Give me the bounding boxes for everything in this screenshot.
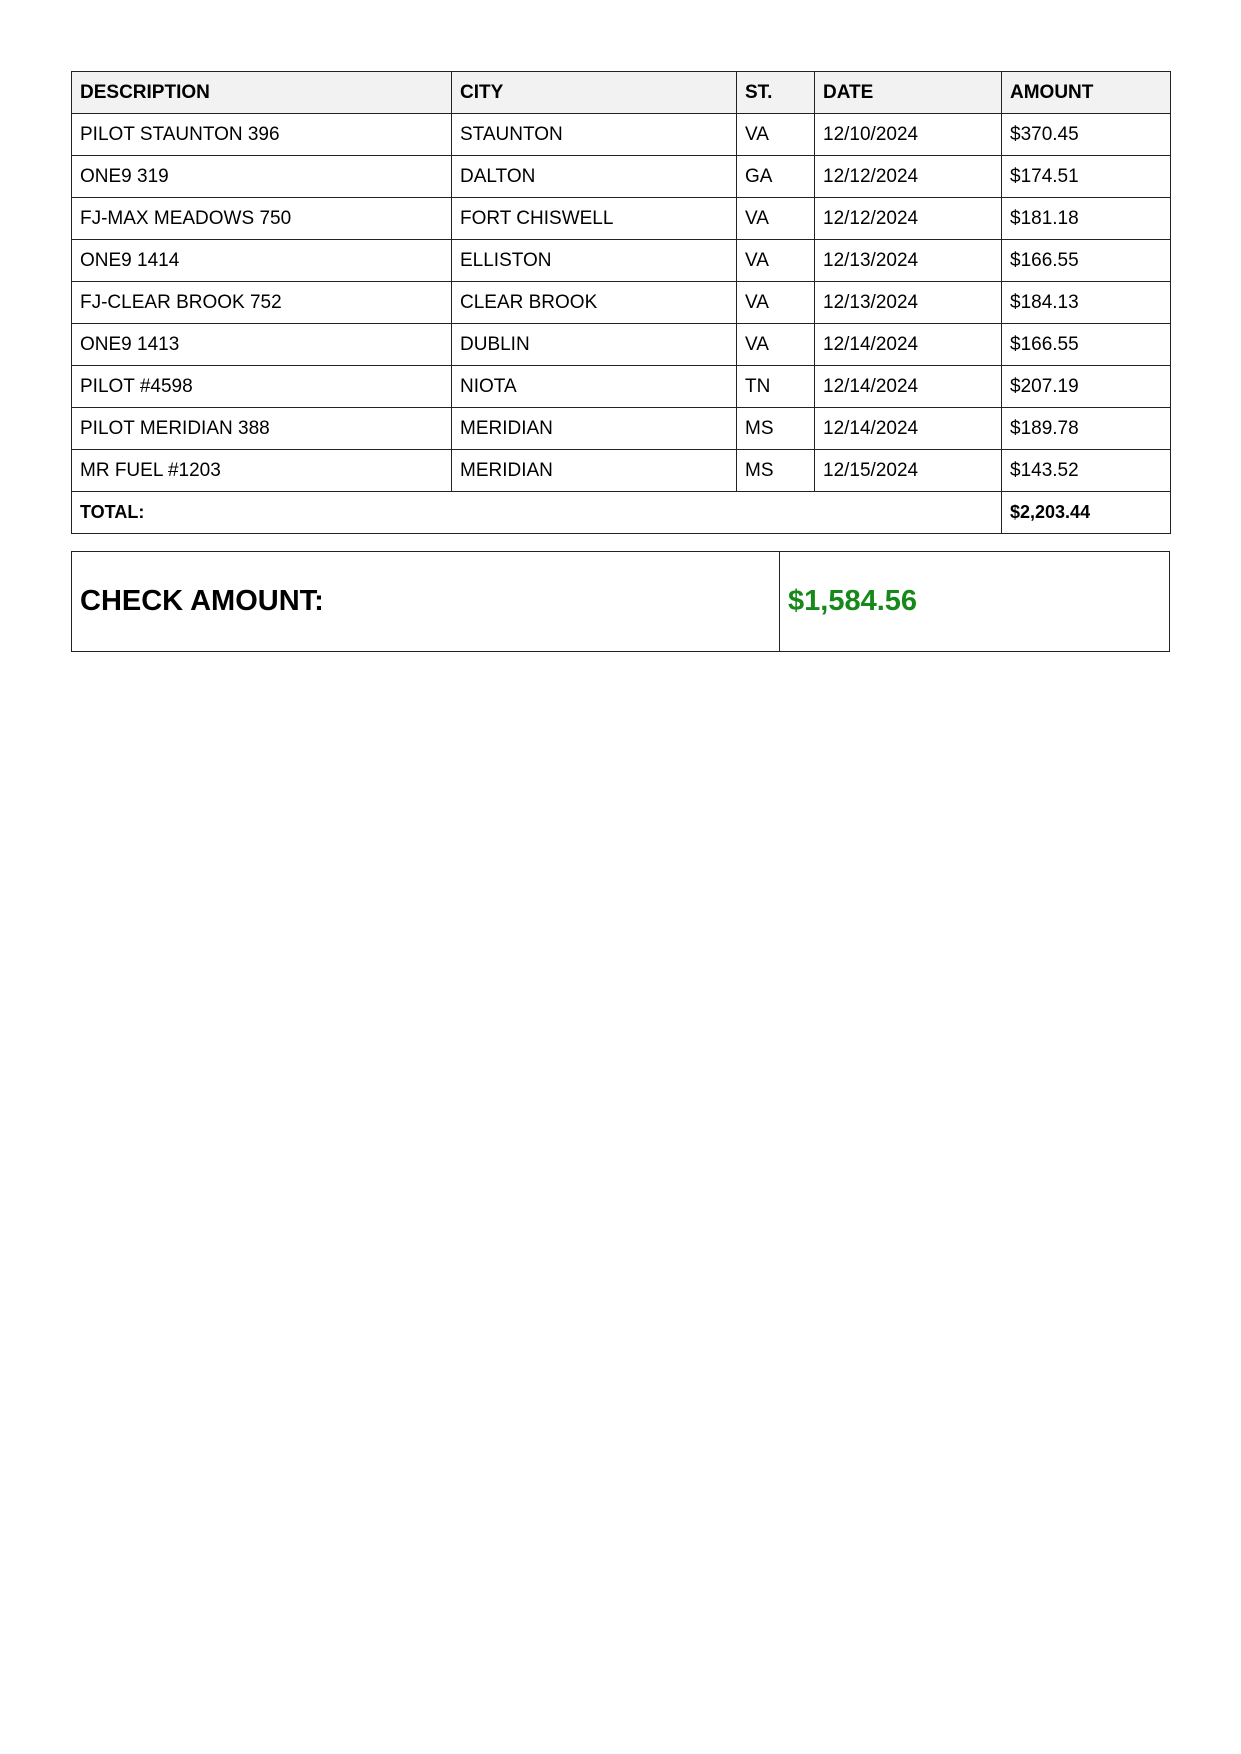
cell-description: ONE9 319 bbox=[72, 156, 452, 198]
cell-state: VA bbox=[737, 282, 815, 324]
cell-city: MERIDIAN bbox=[452, 408, 737, 450]
table-row bbox=[72, 408, 1171, 450]
cell-amount: $174.51 bbox=[1002, 156, 1171, 198]
table-row bbox=[72, 198, 1171, 240]
cell-state: TN bbox=[737, 366, 815, 408]
check-amount-box bbox=[71, 551, 1170, 652]
cell-state: VA bbox=[737, 324, 815, 366]
cell-description: PILOT #4598 bbox=[72, 366, 452, 408]
cell-amount: $181.18 bbox=[1002, 198, 1171, 240]
cell-description: ONE9 1414 bbox=[72, 240, 452, 282]
cell-description: FJ-CLEAR BROOK 752 bbox=[72, 282, 452, 324]
cell-description: MR FUEL #1203 bbox=[72, 450, 452, 492]
cell-date: 12/10/2024 bbox=[815, 114, 1002, 156]
table-row bbox=[72, 450, 1171, 492]
cell-city: CLEAR BROOK bbox=[452, 282, 737, 324]
table-row bbox=[72, 282, 1171, 324]
check-amount-value: $1,584.56 bbox=[788, 585, 918, 617]
cell-date: 12/14/2024 bbox=[815, 366, 1002, 408]
table-row bbox=[72, 324, 1171, 366]
table-row bbox=[72, 240, 1171, 282]
table-row bbox=[72, 366, 1171, 408]
cell-city: DUBLIN bbox=[452, 324, 737, 366]
cell-date: 12/14/2024 bbox=[815, 324, 1002, 366]
column-header-amount: AMOUNT bbox=[1002, 72, 1171, 114]
cell-date: 12/12/2024 bbox=[815, 156, 1002, 198]
cell-city: NIOTA bbox=[452, 366, 737, 408]
cell-amount: $370.45 bbox=[1002, 114, 1171, 156]
cell-state: VA bbox=[737, 198, 815, 240]
cell-amount: $184.13 bbox=[1002, 282, 1171, 324]
column-header-city: CITY bbox=[452, 72, 737, 114]
cell-date: 12/13/2024 bbox=[815, 240, 1002, 282]
cell-amount: $189.78 bbox=[1002, 408, 1171, 450]
cell-amount: $207.19 bbox=[1002, 366, 1171, 408]
table-row bbox=[72, 156, 1171, 198]
cell-amount: $166.55 bbox=[1002, 240, 1171, 282]
cell-date: 12/15/2024 bbox=[815, 450, 1002, 492]
cell-city: FORT CHISWELL bbox=[452, 198, 737, 240]
column-header-description: DESCRIPTION bbox=[72, 72, 452, 114]
total-amount: $2,203.44 bbox=[1002, 492, 1171, 534]
cell-city: MERIDIAN bbox=[452, 450, 737, 492]
cell-date: 12/13/2024 bbox=[815, 282, 1002, 324]
cell-date: 12/12/2024 bbox=[815, 198, 1002, 240]
column-header-date: DATE bbox=[815, 72, 1002, 114]
total-row bbox=[72, 492, 1171, 534]
cell-city: ELLISTON bbox=[452, 240, 737, 282]
column-header-state: ST. bbox=[737, 72, 815, 114]
cell-description: FJ-MAX MEADOWS 750 bbox=[72, 198, 452, 240]
check-amount-label: CHECK AMOUNT: bbox=[72, 552, 780, 651]
cell-state: MS bbox=[737, 450, 815, 492]
table-header-row bbox=[72, 72, 1171, 114]
cell-description: ONE9 1413 bbox=[72, 324, 452, 366]
fuel-transactions-table bbox=[71, 71, 1171, 534]
total-label: TOTAL: bbox=[72, 492, 1002, 534]
cell-description: PILOT MERIDIAN 388 bbox=[72, 408, 452, 450]
cell-state: MS bbox=[737, 408, 815, 450]
cell-date: 12/14/2024 bbox=[815, 408, 1002, 450]
cell-description: PILOT STAUNTON 396 bbox=[72, 114, 452, 156]
cell-city: STAUNTON bbox=[452, 114, 737, 156]
cell-city: DALTON bbox=[452, 156, 737, 198]
cell-state: GA bbox=[737, 156, 815, 198]
cell-amount: $143.52 bbox=[1002, 450, 1171, 492]
table-row bbox=[72, 114, 1171, 156]
cell-state: VA bbox=[737, 114, 815, 156]
cell-state: VA bbox=[737, 240, 815, 282]
cell-amount: $166.55 bbox=[1002, 324, 1171, 366]
